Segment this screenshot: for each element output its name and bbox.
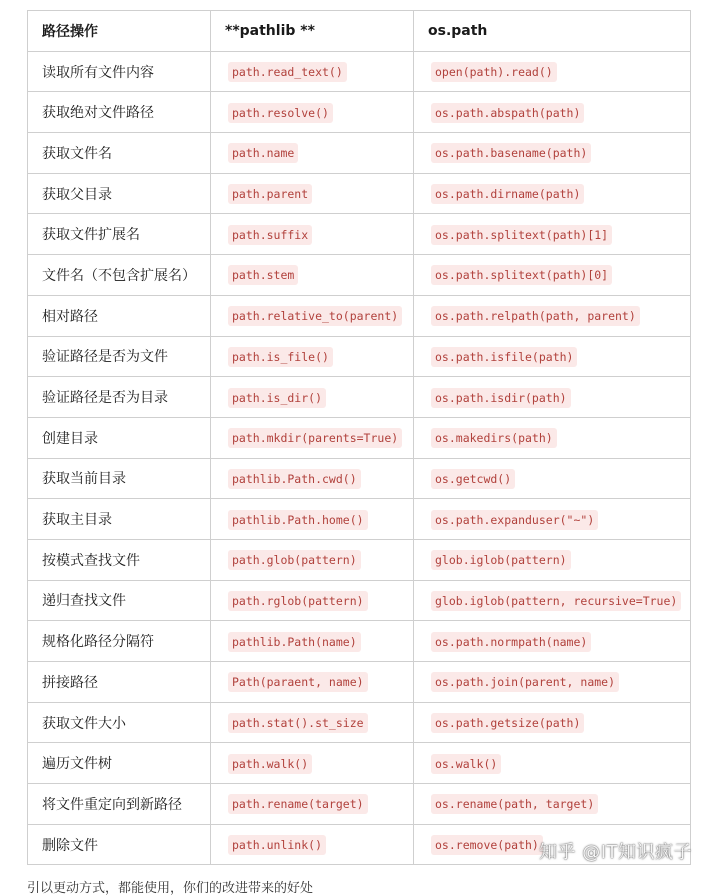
- pathlib-code: path.read_text(): [228, 62, 347, 82]
- operation-cell: 创建目录: [28, 417, 211, 458]
- os-path-code-cell: [414, 580, 691, 621]
- header-row: [28, 11, 691, 52]
- pathlib-code: pathlib.Path.home(): [228, 510, 368, 530]
- os-path-code: os.path.join(parent, name): [431, 672, 619, 692]
- operation-cell: 删除文件: [28, 824, 211, 865]
- os-path-code-cell: [414, 499, 691, 540]
- pathlib-code: pathlib.Path(name): [228, 632, 361, 652]
- os-path-code-cell: [414, 214, 691, 255]
- table-row: [28, 255, 691, 296]
- table-row: [28, 784, 691, 825]
- os-path-code: os.path.relpath(path, parent): [431, 306, 640, 326]
- pathlib-code: path.stat().st_size: [228, 713, 368, 733]
- header-pathlib: **pathlib **: [211, 11, 414, 52]
- pathlib-code: path.is_dir(): [228, 388, 326, 408]
- table-row: [28, 336, 691, 377]
- pathlib-code: path.relative_to(parent): [228, 306, 402, 326]
- table-row: [28, 539, 691, 580]
- operation-cell: 递归查找文件: [28, 580, 211, 621]
- table-row: [28, 133, 691, 174]
- table-row: [28, 743, 691, 784]
- os-path-code-cell: [414, 295, 691, 336]
- os-path-code: os.getcwd(): [431, 469, 515, 489]
- pathlib-code-cell: [211, 336, 414, 377]
- os-path-code: os.path.splitext(path)[1]: [431, 225, 612, 245]
- operation-cell: 将文件重定向到新路径: [28, 784, 211, 825]
- pathlib-code-cell: [211, 824, 414, 865]
- operation-cell: 获取当前目录: [28, 458, 211, 499]
- operation-cell: 相对路径: [28, 295, 211, 336]
- pathlib-code: path.glob(pattern): [228, 550, 361, 570]
- os-path-code-cell: [414, 92, 691, 133]
- os-path-code-cell: [414, 702, 691, 743]
- os-path-code-cell: [414, 458, 691, 499]
- os-path-code-cell: [414, 133, 691, 174]
- pathlib-code: path.unlink(): [228, 835, 326, 855]
- footer-text-partial: 引以更动方式，都能使用，你们的改进带来的好处: [27, 881, 314, 896]
- os-path-code-cell: [414, 51, 691, 92]
- pathlib-code-cell: [211, 662, 414, 703]
- operation-cell: 获取绝对文件路径: [28, 92, 211, 133]
- table-body: [28, 51, 691, 865]
- os-path-code: os.path.normpath(name): [431, 632, 591, 652]
- pathlib-code-cell: [211, 499, 414, 540]
- table-row: [28, 295, 691, 336]
- pathlib-code: path.parent: [228, 184, 312, 204]
- os-path-code: os.path.splitext(path)[0]: [431, 265, 612, 285]
- pathlib-code: path.name: [228, 143, 298, 163]
- os-path-code: os.path.isdir(path): [431, 388, 571, 408]
- os-path-code: os.path.basename(path): [431, 143, 591, 163]
- pathlib-code-cell: [211, 173, 414, 214]
- os-path-code: os.path.getsize(path): [431, 713, 584, 733]
- table-row: [28, 621, 691, 662]
- header-operation: 路径操作: [28, 11, 211, 52]
- table-row: [28, 377, 691, 418]
- pathlib-code-cell: [211, 784, 414, 825]
- operation-cell: 获取文件大小: [28, 702, 211, 743]
- operation-cell: 获取文件名: [28, 133, 211, 174]
- os-path-code: open(path).read(): [431, 62, 557, 82]
- comparison-table: [27, 10, 691, 865]
- operation-cell: 遍历文件树: [28, 743, 211, 784]
- pathlib-code-cell: [211, 539, 414, 580]
- operation-cell: 读取所有文件内容: [28, 51, 211, 92]
- table-head: [28, 11, 691, 52]
- os-path-code: os.path.expanduser("~"): [431, 510, 598, 530]
- pathlib-code-cell: [211, 377, 414, 418]
- table-row: [28, 417, 691, 458]
- table-row: [28, 458, 691, 499]
- watermark: 知乎 @IT知识疯子: [538, 842, 692, 863]
- pathlib-code-cell: [211, 133, 414, 174]
- os-path-code: os.path.dirname(path): [431, 184, 584, 204]
- operation-cell: 获取父目录: [28, 173, 211, 214]
- os-path-code-cell: [414, 377, 691, 418]
- pathlib-code-cell: [211, 417, 414, 458]
- operation-cell: 按模式查找文件: [28, 539, 211, 580]
- operation-cell: 验证路径是否为文件: [28, 336, 211, 377]
- pathlib-code-cell: [211, 214, 414, 255]
- pathlib-code-cell: [211, 621, 414, 662]
- pathlib-code: path.suffix: [228, 225, 312, 245]
- table-row: [28, 702, 691, 743]
- header-os-path: os.path: [414, 11, 691, 52]
- operation-cell: 规格化路径分隔符: [28, 621, 211, 662]
- os-path-code-cell: [414, 662, 691, 703]
- pathlib-code: path.mkdir(parents=True): [228, 428, 402, 448]
- pathlib-code-cell: [211, 458, 414, 499]
- pathlib-code-cell: [211, 255, 414, 296]
- pathlib-code-cell: [211, 92, 414, 133]
- os-path-code: os.path.abspath(path): [431, 103, 584, 123]
- pathlib-code-cell: [211, 580, 414, 621]
- operation-cell: 文件名（不包含扩展名）: [28, 255, 211, 296]
- pathlib-code: path.is_file(): [228, 347, 333, 367]
- table-row: [28, 580, 691, 621]
- operation-cell: 获取主目录: [28, 499, 211, 540]
- pathlib-code: path.rglob(pattern): [228, 591, 368, 611]
- pathlib-code-cell: [211, 51, 414, 92]
- os-path-code: os.walk(): [431, 754, 501, 774]
- pathlib-code: Path(paraent, name): [228, 672, 368, 692]
- table-row: [28, 173, 691, 214]
- table-row: [28, 499, 691, 540]
- operation-cell: 获取文件扩展名: [28, 214, 211, 255]
- pathlib-code-cell: [211, 295, 414, 336]
- os-path-code: glob.iglob(pattern, recursive=True): [431, 591, 681, 611]
- os-path-code-cell: [414, 255, 691, 296]
- table-row: [28, 92, 691, 133]
- os-path-code: os.rename(path, target): [431, 794, 598, 814]
- pathlib-code-cell: [211, 702, 414, 743]
- pathlib-code: path.stem: [228, 265, 298, 285]
- os-path-code: os.path.isfile(path): [431, 347, 577, 367]
- operation-cell: 拼接路径: [28, 662, 211, 703]
- table-row: [28, 51, 691, 92]
- table-row: [28, 662, 691, 703]
- os-path-code-cell: [414, 336, 691, 377]
- pathlib-code: path.walk(): [228, 754, 312, 774]
- os-path-code-cell: [414, 417, 691, 458]
- os-path-code-cell: [414, 539, 691, 580]
- os-path-code: os.remove(path): [431, 835, 543, 855]
- os-path-code: glob.iglob(pattern): [431, 550, 571, 570]
- os-path-code: os.makedirs(path): [431, 428, 557, 448]
- os-path-code-cell: [414, 173, 691, 214]
- pathlib-code-cell: [211, 743, 414, 784]
- pathlib-code: pathlib.Path.cwd(): [228, 469, 361, 489]
- os-path-code-cell: [414, 743, 691, 784]
- pathlib-code: path.rename(target): [228, 794, 368, 814]
- table-row: [28, 214, 691, 255]
- os-path-code-cell: [414, 621, 691, 662]
- os-path-code-cell: [414, 784, 691, 825]
- pathlib-code: path.resolve(): [228, 103, 333, 123]
- operation-cell: 验证路径是否为目录: [28, 377, 211, 418]
